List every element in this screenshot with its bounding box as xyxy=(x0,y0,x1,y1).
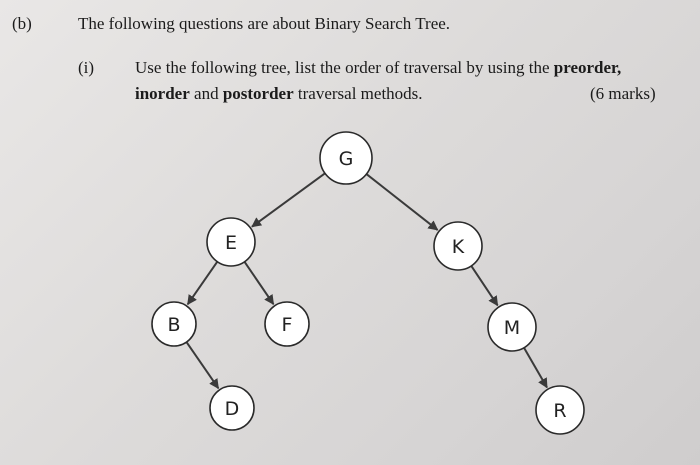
node-label: E xyxy=(224,232,238,254)
marks-label: (6 marks) xyxy=(590,84,656,103)
preorder-term: preorder, xyxy=(553,58,622,77)
node-label: F xyxy=(281,314,293,336)
edge-e-b xyxy=(188,262,218,305)
edge-k-m xyxy=(471,266,497,305)
part-text: The following questions are about Binary Search Tree. xyxy=(78,14,451,33)
tree-node-r xyxy=(536,386,584,434)
methods-text: traversal methods. xyxy=(293,84,423,103)
tree-node-d xyxy=(210,386,254,430)
node-label: G xyxy=(338,148,354,170)
inorder-term: inorder xyxy=(135,84,190,103)
tree-node-e xyxy=(207,218,255,266)
tree-node-m xyxy=(488,303,536,351)
edge-b-d xyxy=(187,342,219,388)
postorder-term: postorder xyxy=(222,84,294,103)
tree-node-g xyxy=(320,132,372,184)
tree-node-k xyxy=(434,222,482,270)
node-label: B xyxy=(167,314,181,336)
and-text: and xyxy=(189,84,223,103)
node-label: M xyxy=(503,317,521,339)
part-label: (b) xyxy=(12,14,32,33)
tree-node-b xyxy=(152,302,196,346)
node-label: K xyxy=(451,236,465,258)
instruction-text: Use the following tree, list the order of traversal by using the xyxy=(135,58,554,77)
subquestion-label: (i) xyxy=(78,58,95,77)
edge-g-k xyxy=(366,174,437,230)
edge-g-e xyxy=(252,173,325,226)
edge-e-f xyxy=(245,262,274,304)
tree-node-f xyxy=(265,302,309,346)
node-label: R xyxy=(553,400,567,422)
edge-m-r xyxy=(524,348,547,388)
node-label: D xyxy=(224,398,240,420)
